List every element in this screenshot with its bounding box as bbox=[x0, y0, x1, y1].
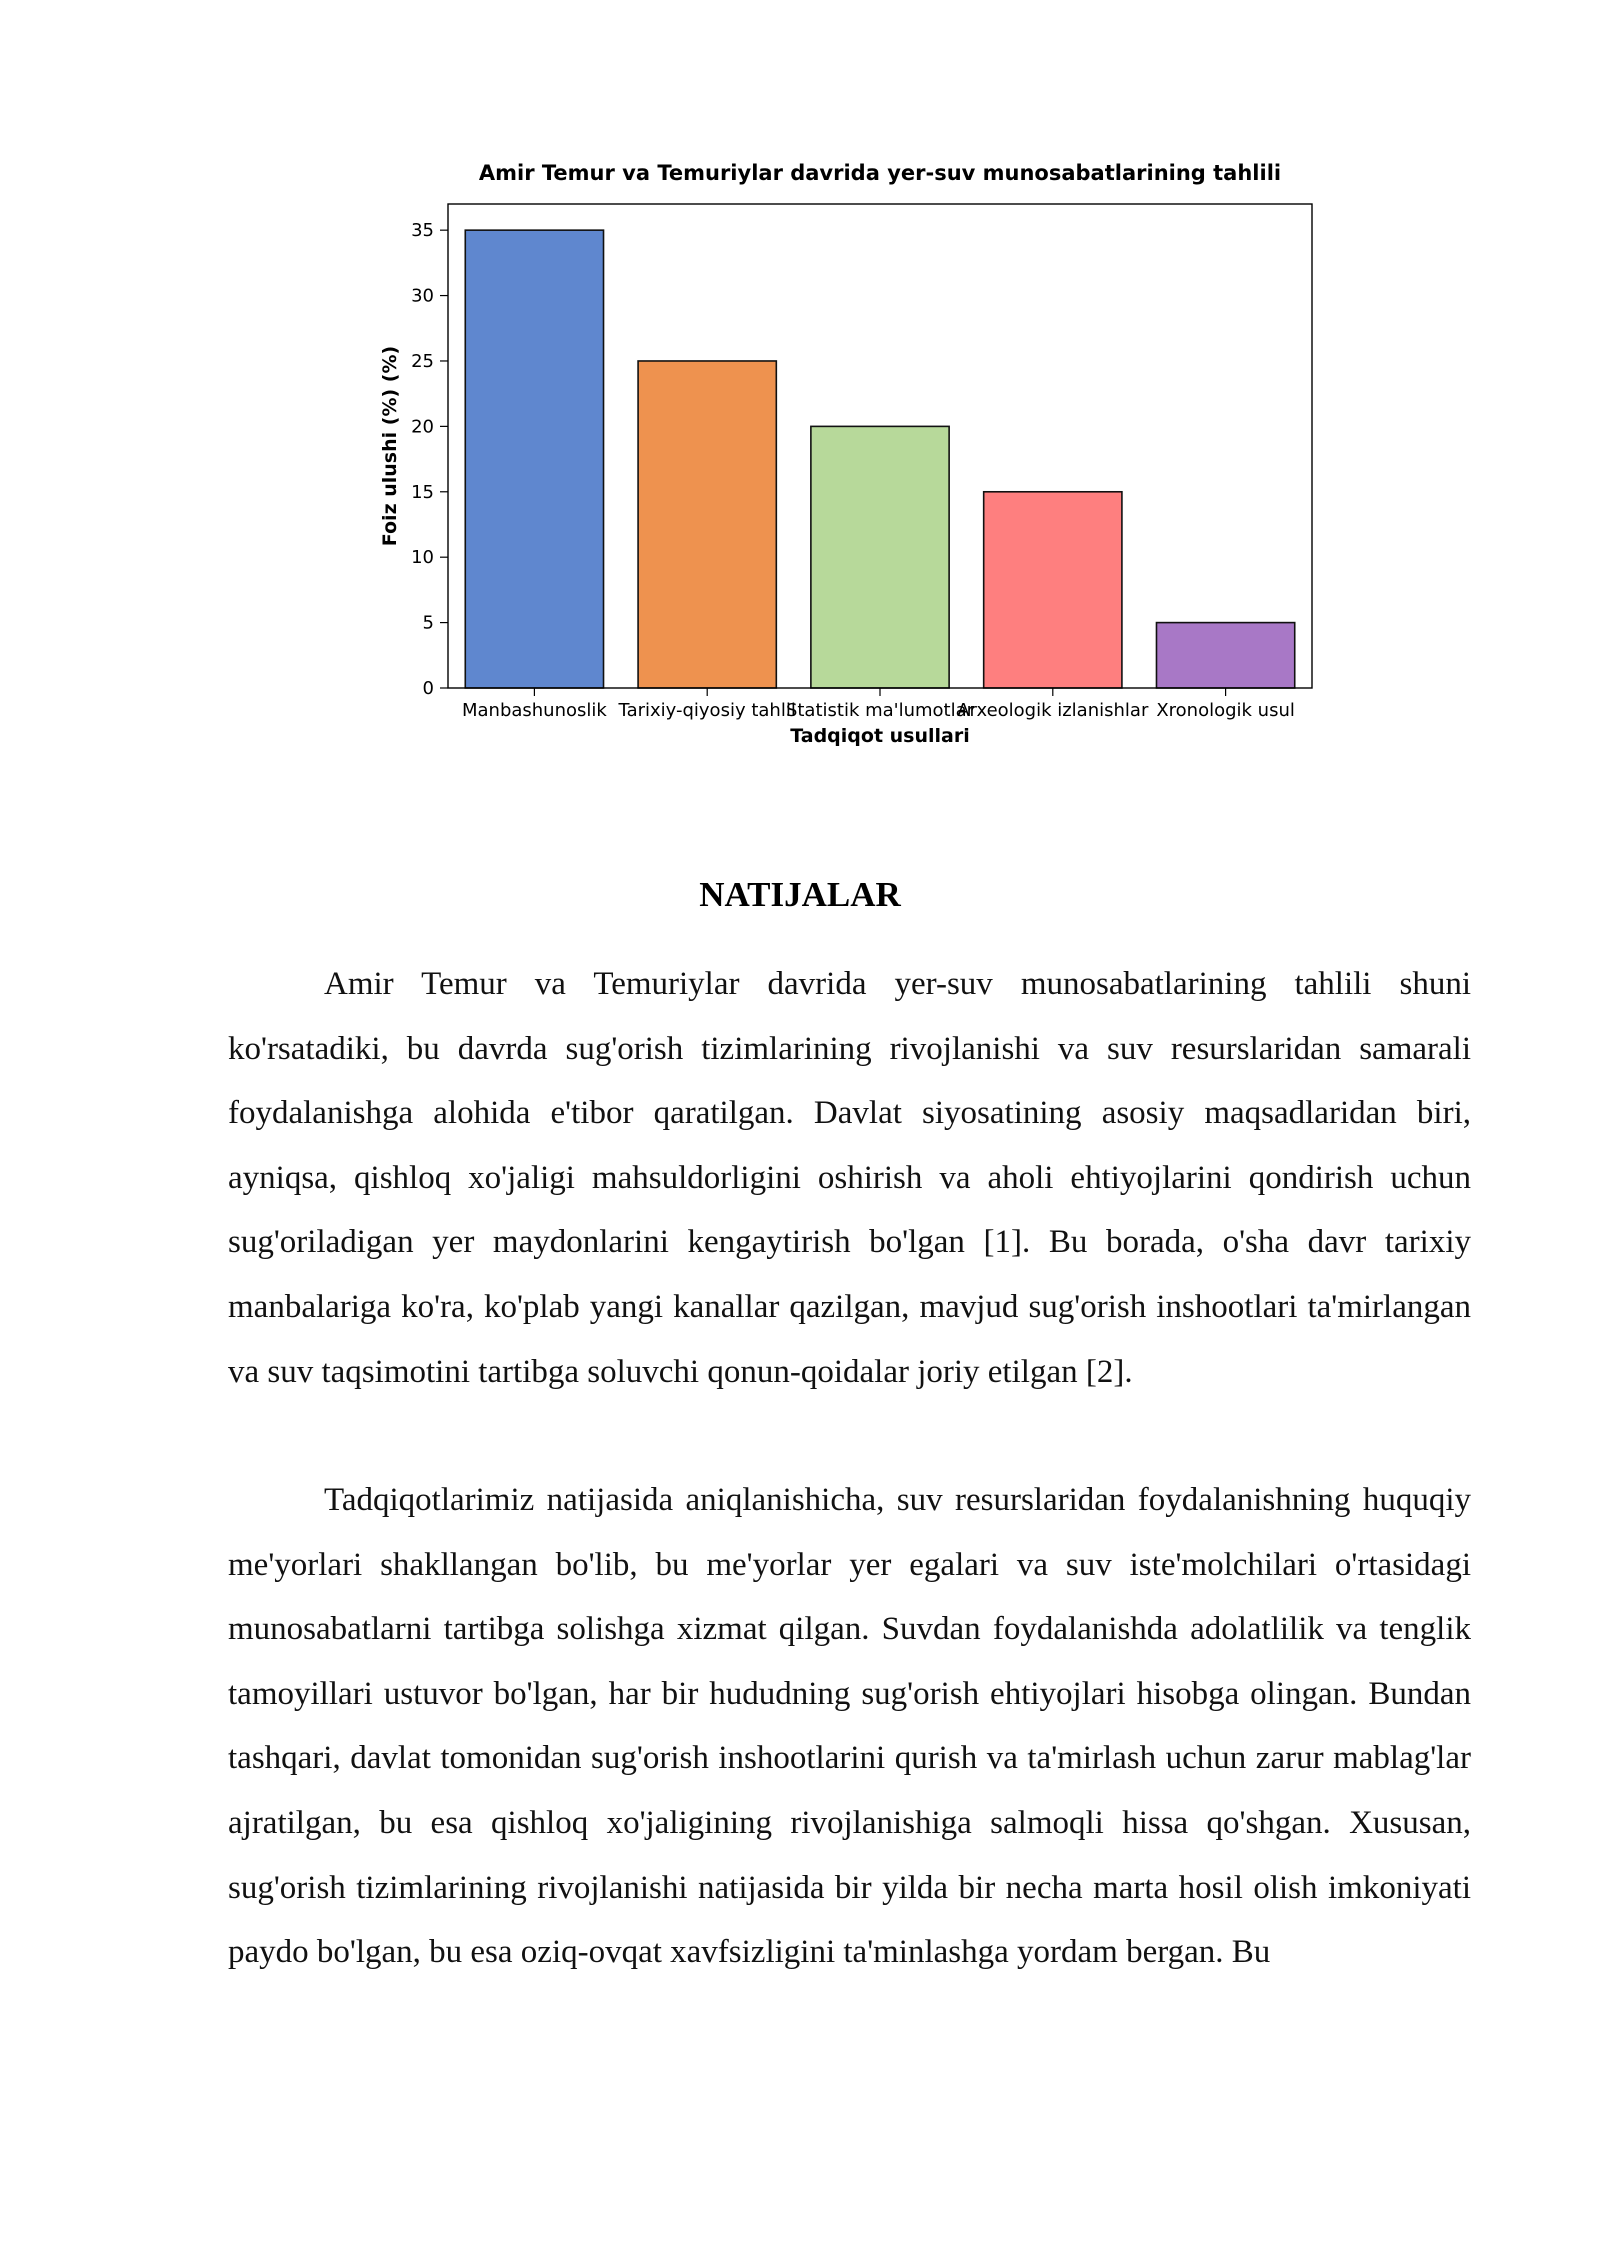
y-tick-label: 5 bbox=[422, 612, 434, 634]
chart-title: Amir Temur va Temuriylar davrida yer-suv munosabatlarining tahlili bbox=[478, 161, 1282, 185]
body-paragraph-2: Tadqiqotlarimiz natijasida aniqlanishicha, suv resurslaridan foydalanishning huquqiy me'yorlari shakllangan bo'lib, bu me'yorlar yer egalari va suv iste'molchilari o'rtasidagi munosabatlarni tartibga solishga xizmat qilgan. Suvdan foydalanishda adolatlilik va tenglik tamoyillari ustuvor bo'lgan, har bir hududning sug'orish ehtiyojlari hisobga olingan. Bundan tashqari, davlat tomonidan sug'orish inshootlarini qurish va ta'mirlash uchun zarur mablag'lar ajratilgan, bu esa qishloq xo'jaligining rivojlanishiga salmoqli hissa qo'shgan. Xususan, sug'orish tizimlarining rivojlanishi natijasida bir yilda bir necha marta hosil olish imkoniyati paydo bo'lgan, bu esa oziq-ovqat xavfsizligini ta'minlashga yordam bergan. Bu bbox=[228, 1482, 1471, 1971]
bar-3 bbox=[811, 426, 949, 688]
x-tick-label: Manbashunoslik bbox=[461, 700, 607, 721]
body-paragraph-1: Amir Temur va Temuriylar davrida yer-suv munosabatlarining tahlili shuni ko'rsatadiki, bu davrda sug'orish tizimlarining rivojlanishi va suv resurslaridan samarali foydalanishga alohida e'tibor qaratilgan. Davlat siyosatining asosiy maqsadlaridan biri, ayniqsa, qishloq xo'jaligi mahsuldorligini oshirish va aholi ehtiyojlarini qondirish uchun sug'oriladigan yer maydonlarini kengaytirish bo'lgan [1]. Bu borada, o'sha davr tarixiy manbalariga ko'ra, ko'plab yangi kanallar qazilgan, mavjud sug'orish inshootlari ta'mirlangan va suv taqsimotini tartibga soluvchi qonun-qoidalar joriy etilgan [2]. bbox=[228, 966, 1471, 1390]
section-heading: NATIJALAR bbox=[699, 875, 901, 914]
y-tick-label: 30 bbox=[411, 285, 434, 307]
bar-2 bbox=[638, 361, 776, 688]
y-axis-label: Foiz ulushi (%) (%) bbox=[379, 345, 401, 547]
y-tick-label: 0 bbox=[422, 678, 434, 699]
y-tick-label: 15 bbox=[411, 481, 434, 503]
bar-chart-figure bbox=[360, 150, 1340, 770]
y-tick-label: 10 bbox=[411, 547, 434, 569]
y-tick-label: 20 bbox=[411, 416, 434, 438]
bar-4 bbox=[984, 492, 1122, 688]
x-tick-label: Arxeologik izlanishlar bbox=[957, 700, 1149, 721]
bar-1 bbox=[465, 230, 603, 688]
x-tick-label: Xronologik usul bbox=[1156, 700, 1295, 721]
x-tick-label: Tarixiy-qiyosiy tahlil bbox=[618, 700, 796, 721]
x-tick-label: Statistik ma'lumotlar bbox=[785, 700, 975, 721]
bar-chart bbox=[360, 150, 1340, 770]
y-tick-label: 35 bbox=[411, 220, 434, 242]
x-axis-label: Tadqiqot usullari bbox=[790, 725, 970, 747]
bar-5 bbox=[1156, 623, 1294, 688]
y-tick-label: 25 bbox=[411, 350, 434, 372]
